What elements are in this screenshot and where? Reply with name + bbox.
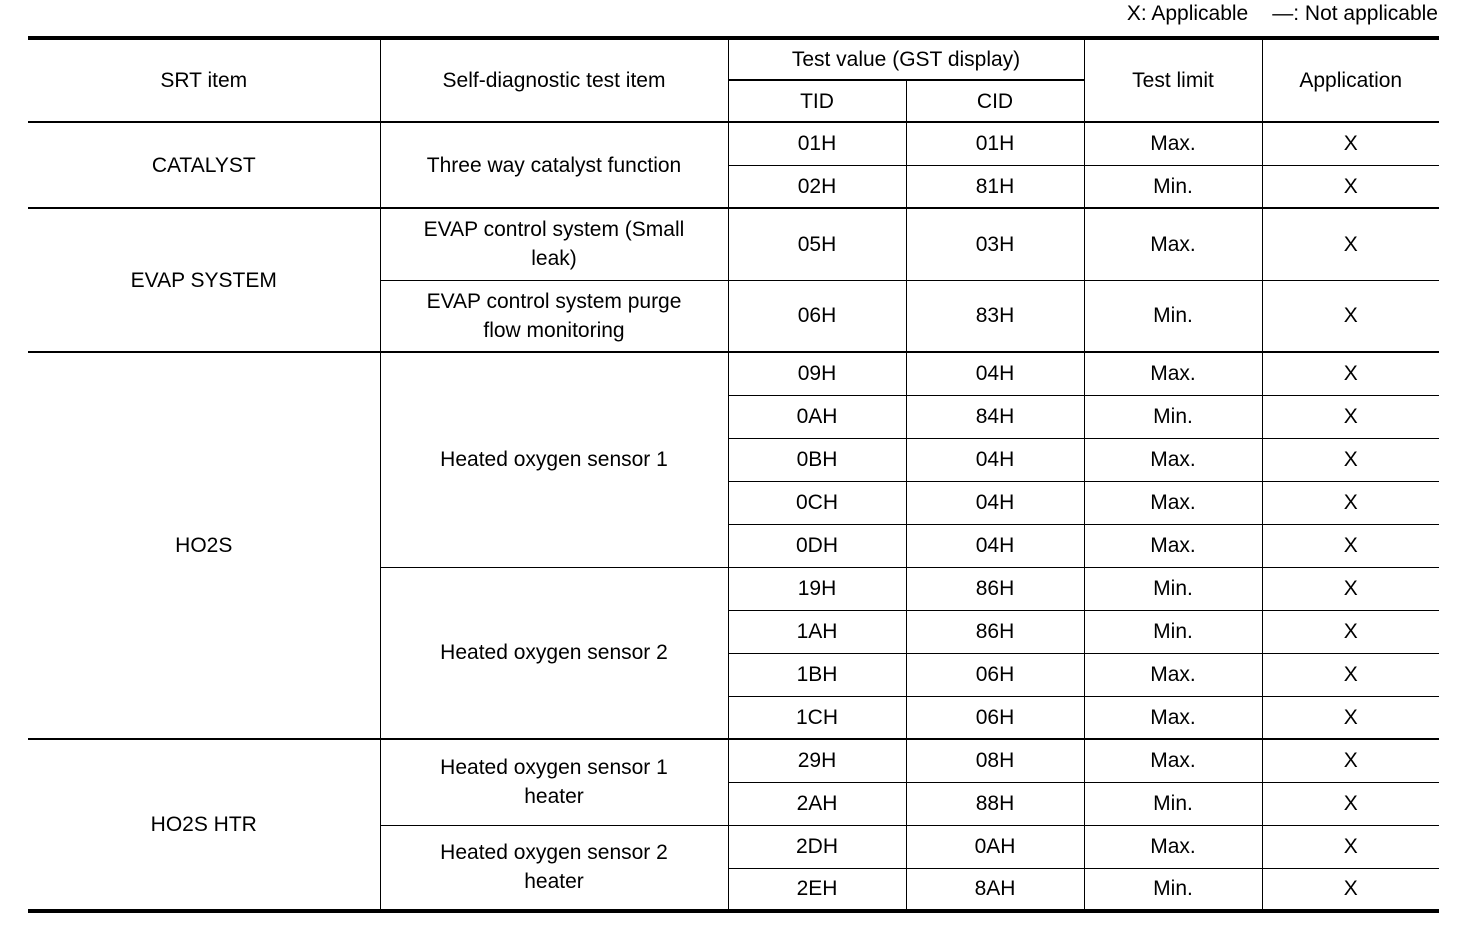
tid-cell: 1CH — [728, 696, 906, 739]
cid-cell: 83H — [906, 280, 1084, 352]
tid-cell: 01H — [728, 122, 906, 165]
cid-cell: 86H — [906, 567, 1084, 610]
cid-cell: 81H — [906, 165, 1084, 208]
srt-item-cell: HO2S HTR — [28, 739, 380, 911]
tid-cell: 0AH — [728, 395, 906, 438]
application-cell: X — [1262, 395, 1439, 438]
cid-cell: 06H — [906, 653, 1084, 696]
legend — [1127, 0, 1438, 27]
srt-item-cell: EVAP SYSTEM — [28, 208, 380, 352]
table-body — [28, 122, 1439, 911]
header-application: Application — [1262, 38, 1439, 122]
cid-cell: 0AH — [906, 825, 1084, 868]
tid-cell: 0BH — [728, 438, 906, 481]
test-limit-cell: Min. — [1084, 610, 1262, 653]
application-cell: X — [1262, 352, 1439, 395]
test-limit-cell: Max. — [1084, 352, 1262, 395]
test-limit-cell: Max. — [1084, 825, 1262, 868]
cid-cell: 86H — [906, 610, 1084, 653]
application-cell: X — [1262, 696, 1439, 739]
tid-cell: 1AH — [728, 610, 906, 653]
cid-cell: 01H — [906, 122, 1084, 165]
cid-cell: 04H — [906, 352, 1084, 395]
header-tid: TID — [728, 80, 906, 122]
cid-cell: 04H — [906, 524, 1084, 567]
test-limit-cell: Max. — [1084, 122, 1262, 165]
self-diagnostic-item-cell: Three way catalyst function — [380, 122, 728, 208]
application-cell: X — [1262, 610, 1439, 653]
test-limit-cell: Min. — [1084, 165, 1262, 208]
table-row — [28, 208, 1439, 280]
test-limit-cell: Min. — [1084, 868, 1262, 911]
application-cell: X — [1262, 481, 1439, 524]
test-limit-cell: Max. — [1084, 653, 1262, 696]
cid-cell: 8AH — [906, 868, 1084, 911]
tid-cell: 1BH — [728, 653, 906, 696]
self-diagnostic-item-cell: Heated oxygen sensor 1 — [380, 352, 728, 567]
application-cell: X — [1262, 825, 1439, 868]
table-row — [28, 122, 1439, 165]
legend-applicable: X: Applicable — [1126, 2, 1249, 25]
cid-cell: 84H — [906, 395, 1084, 438]
cid-cell: 04H — [906, 481, 1084, 524]
table-row — [28, 739, 1439, 782]
tid-cell: 05H — [728, 208, 906, 280]
application-cell: X — [1262, 782, 1439, 825]
test-limit-cell: Min. — [1084, 395, 1262, 438]
header-srt-item: SRT item — [28, 38, 380, 122]
test-limit-cell: Min. — [1084, 782, 1262, 825]
test-limit-cell: Max. — [1084, 208, 1262, 280]
cid-cell: 03H — [906, 208, 1084, 280]
table-row — [28, 352, 1439, 395]
test-limit-cell: Max. — [1084, 739, 1262, 782]
srt-item-cell: CATALYST — [28, 122, 380, 208]
cid-cell: 08H — [906, 739, 1084, 782]
application-cell: X — [1262, 868, 1439, 911]
tid-cell: 02H — [728, 165, 906, 208]
application-cell: X — [1262, 739, 1439, 782]
legend-not-applicable: —: Not applicable — [1272, 2, 1438, 25]
cid-cell: 06H — [906, 696, 1084, 739]
application-cell: X — [1262, 438, 1439, 481]
application-cell: X — [1262, 524, 1439, 567]
tid-cell: 06H — [728, 280, 906, 352]
srt-table — [28, 36, 1439, 913]
application-cell: X — [1262, 280, 1439, 352]
self-diagnostic-item-cell: EVAP control system purge flow monitoring — [380, 280, 728, 352]
tid-cell: 2DH — [728, 825, 906, 868]
srt-item-cell: HO2S — [28, 352, 380, 739]
test-limit-cell: Min. — [1084, 567, 1262, 610]
application-cell: X — [1262, 567, 1439, 610]
tid-cell: 0CH — [728, 481, 906, 524]
test-limit-cell: Max. — [1084, 481, 1262, 524]
application-cell: X — [1262, 165, 1439, 208]
table-header — [28, 38, 1439, 122]
cid-cell: 88H — [906, 782, 1084, 825]
application-cell: X — [1262, 122, 1439, 165]
header-test-value: Test value (GST display) — [728, 38, 1084, 80]
test-limit-cell: Max. — [1084, 438, 1262, 481]
header-cid: CID — [906, 80, 1084, 122]
tid-cell: 2AH — [728, 782, 906, 825]
tid-cell: 19H — [728, 567, 906, 610]
tid-cell: 09H — [728, 352, 906, 395]
application-cell: X — [1262, 208, 1439, 280]
test-limit-cell: Min. — [1084, 280, 1262, 352]
tid-cell: 2EH — [728, 868, 906, 911]
test-limit-cell: Max. — [1084, 524, 1262, 567]
header-test-limit: Test limit — [1084, 38, 1262, 122]
self-diagnostic-item-cell: EVAP control system (Small leak) — [380, 208, 728, 280]
tid-cell: 0DH — [728, 524, 906, 567]
self-diagnostic-item-cell: Heated oxygen sensor 1 heater — [380, 739, 728, 825]
header-self-diagnostic-test-item: Self-diagnostic test item — [380, 38, 728, 122]
self-diagnostic-item-cell: Heated oxygen sensor 2 heater — [380, 825, 728, 911]
cid-cell: 04H — [906, 438, 1084, 481]
test-limit-cell: Max. — [1084, 696, 1262, 739]
self-diagnostic-item-cell: Heated oxygen sensor 2 — [380, 567, 728, 739]
tid-cell: 29H — [728, 739, 906, 782]
application-cell: X — [1262, 653, 1439, 696]
